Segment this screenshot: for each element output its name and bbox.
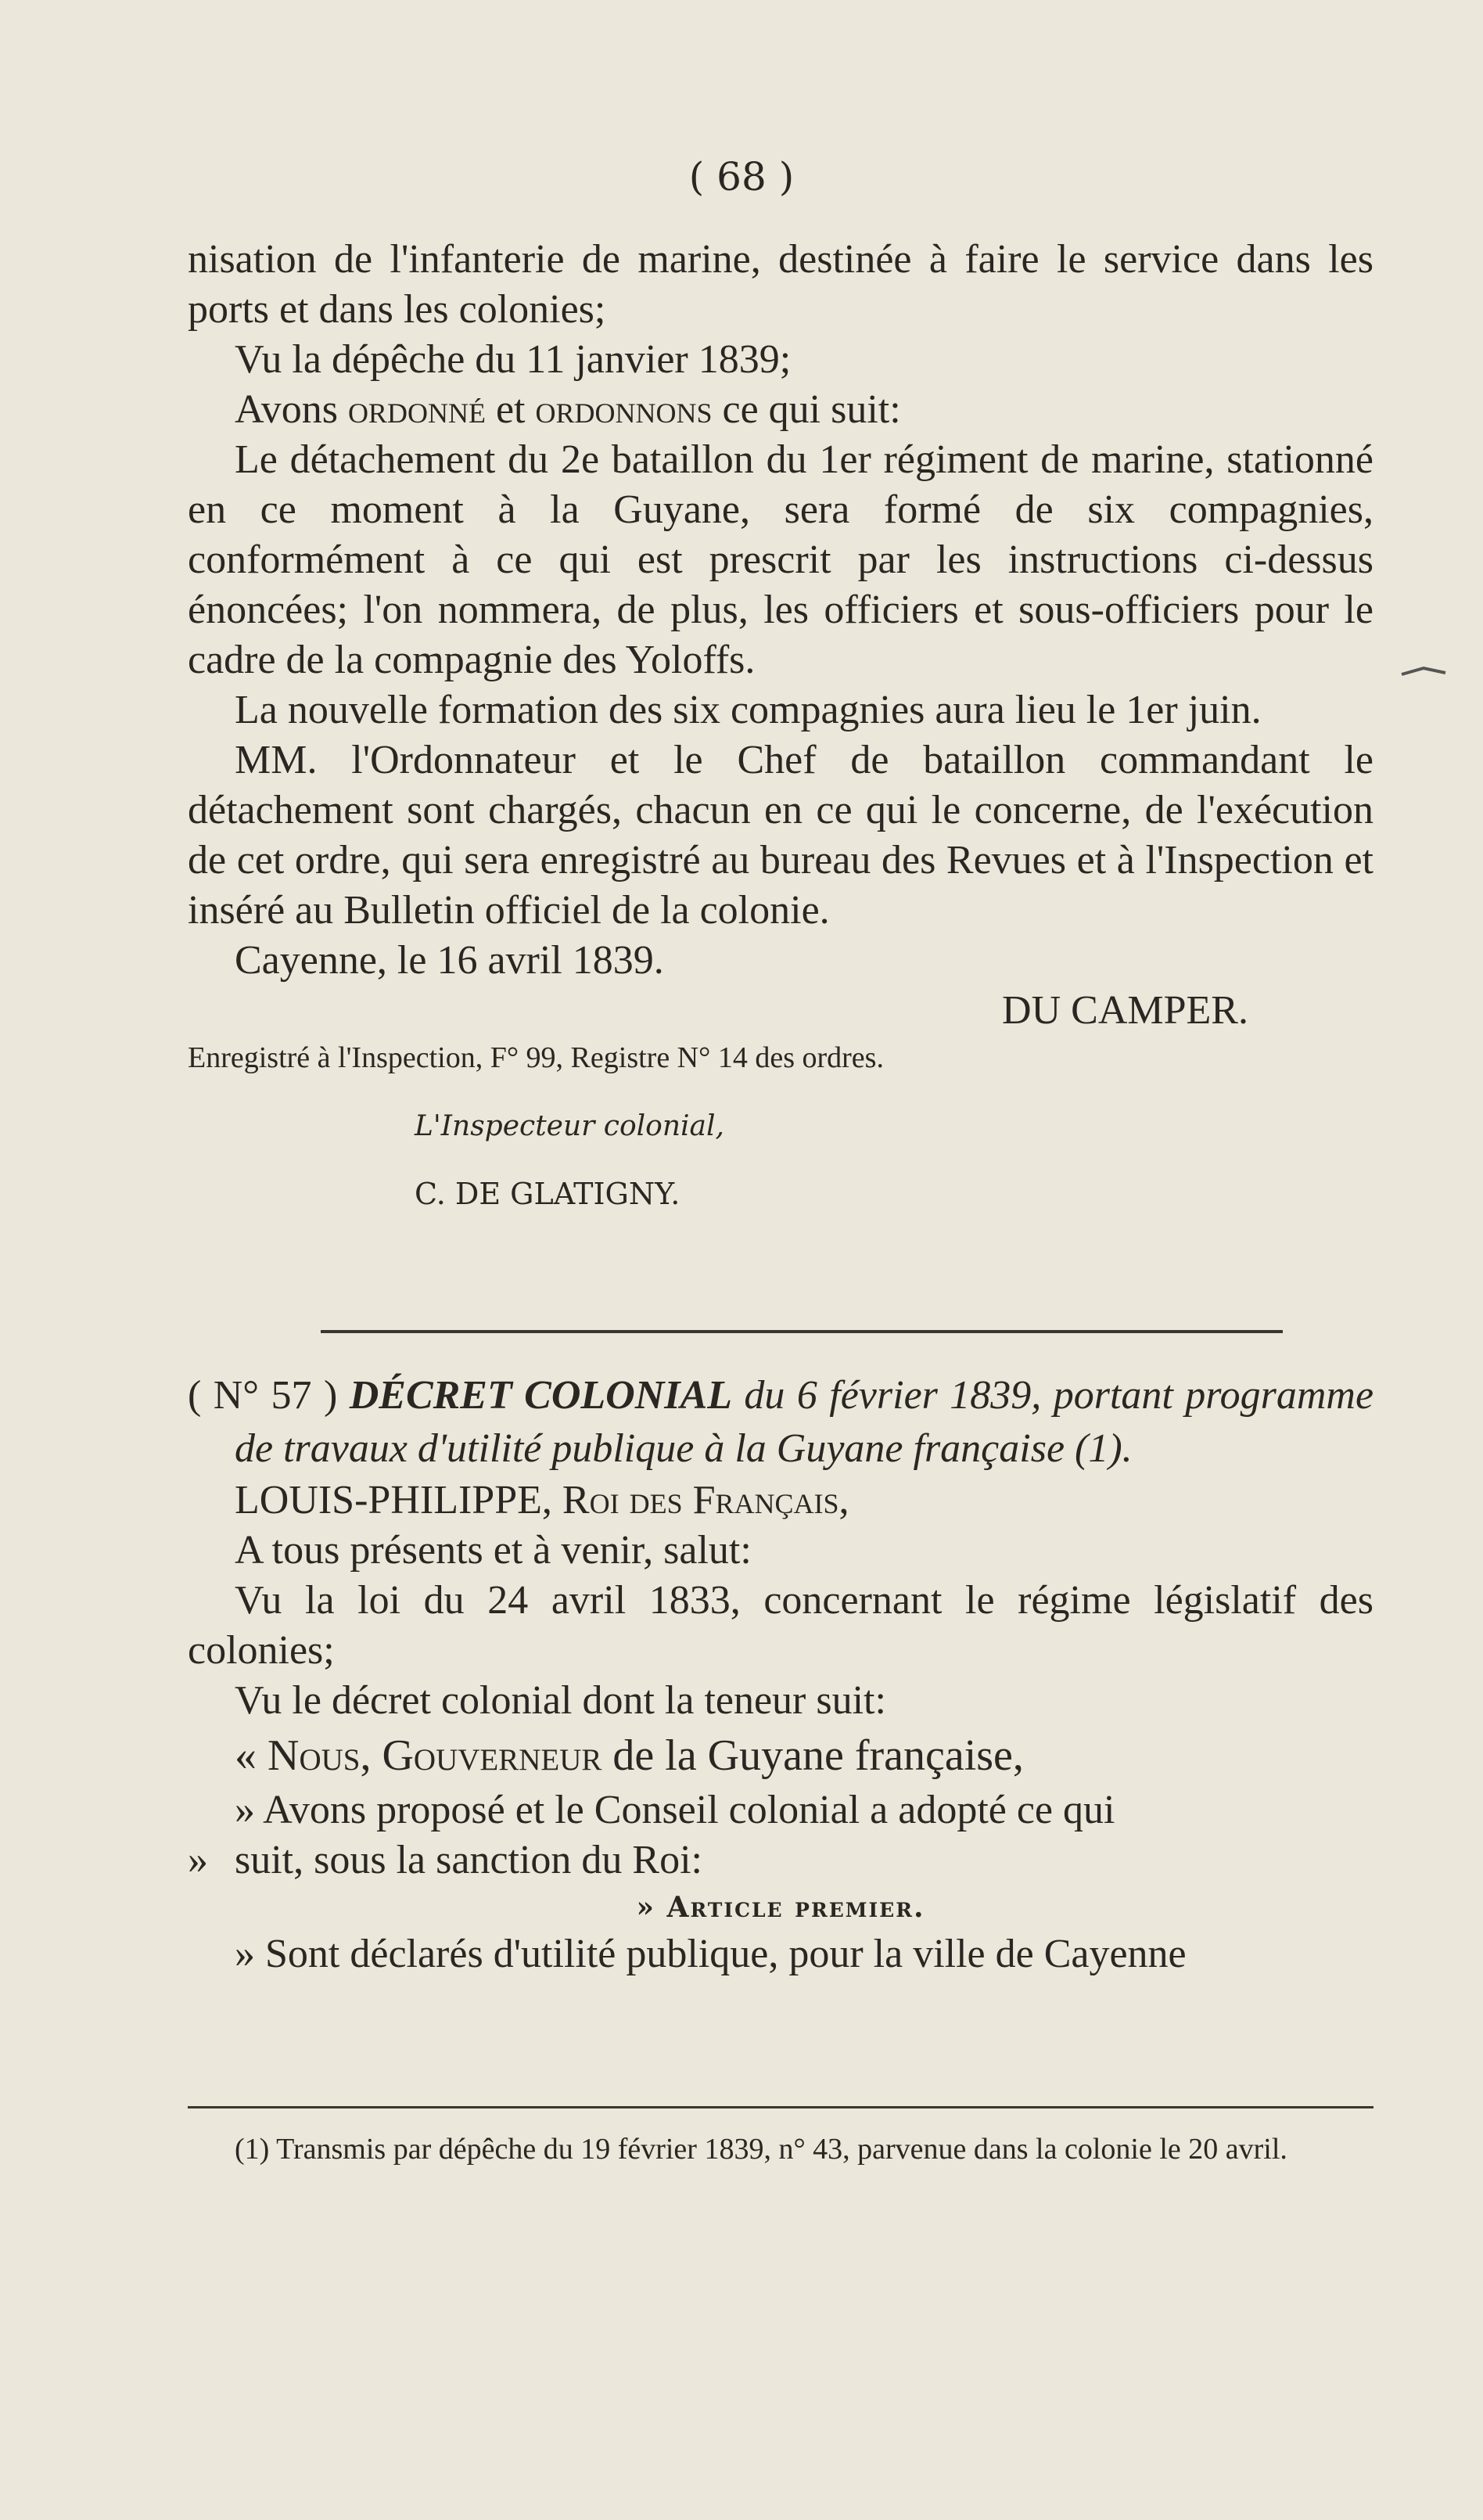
paragraph: La nouvelle formation des six compagnies aura lieu le 1er juin. xyxy=(235,688,1262,732)
ordinance-text xyxy=(188,235,1373,1242)
paragraph: Vu le décret colonial dont la teneur suit: xyxy=(235,1678,886,1723)
quoted-line: » Avons proposé et le Conseil colonial a adopté ce qui xyxy=(235,1788,1115,1832)
date-line: Cayenne, le 16 avril 1839. xyxy=(235,938,664,983)
governor-line: « Nous, Gouverneur de la Guyane française, xyxy=(235,1731,1024,1780)
ordering-clause: Avons ordonné et ordonnons ce qui suit: xyxy=(235,387,901,432)
quoted-line: » Sont déclarés d'utilité publique, pour la ville de Cayenne xyxy=(235,1932,1187,1976)
ink-mark-icon xyxy=(1400,665,1447,681)
paragraph: MM. l'Ordonnateur et le Chef de bataillon commandant le détachement sont chargés, chacun en ce qui le concerne, de l'exécution de cet ordre, qui sera enregistré au bureau des Revues et à l'Inspection et inséré au Bulletin officiel de la colonie. xyxy=(188,738,1373,933)
footnote-area xyxy=(188,2130,1373,2169)
decree-title: ( N° 57 ) DÉCRET COLONIAL du 6 février 1839, portant programme de travaux d'utilité publique à la Guyane française (1). xyxy=(188,1373,1374,1471)
page-number: ( 68 ) xyxy=(688,154,795,200)
article-heading: » Article premier. xyxy=(636,1891,925,1924)
paragraph: Vu la dépêche du 11 janvier 1839; xyxy=(235,337,792,382)
footnote-rule xyxy=(188,2106,1373,2108)
paragraph: Le détachement du 2e bataillon du 1er régiment de marine, stationné en ce moment à la Guyane, sera formé de six compagnies, conformément à ce qui est prescrit par les instructions ci-dessus énoncées; l'on nommera, de plus, les officiers et sous-officiers pour le cadre de la compagnie des Yoloffs. xyxy=(188,437,1373,682)
signature: DU CAMPER. xyxy=(1002,988,1248,1033)
quoted-line: » suit, sous la sanction du Roi: xyxy=(188,1838,702,1882)
decree-text xyxy=(188,1369,1373,1979)
footnote: (1) Transmis par dépêche du 19 février 1839, n° 43, parvenue dans la colonie le 20 avril. xyxy=(235,2133,1287,2166)
section-divider xyxy=(321,1330,1283,1333)
greeting: A tous présents et à venir, salut: xyxy=(235,1528,752,1573)
paragraph: nisation de l'infanterie de marine, destinée à faire le service dans les ports et dans les colonies; xyxy=(188,237,1373,332)
king-line: LOUIS-PHILIPPE, Roi des Français, xyxy=(235,1478,849,1522)
inspector-title: L'Inspecteur colonial, xyxy=(415,1110,724,1142)
inspector-name: C. DE GLATIGNY. xyxy=(415,1177,680,1211)
paragraph: Vu la loi du 24 avril 1833, concernant le régime législatif des colonies; xyxy=(188,1578,1373,1673)
registration-note: Enregistré à l'Inspection, F° 99, Registre N° 14 des ordres. xyxy=(188,1041,884,1074)
